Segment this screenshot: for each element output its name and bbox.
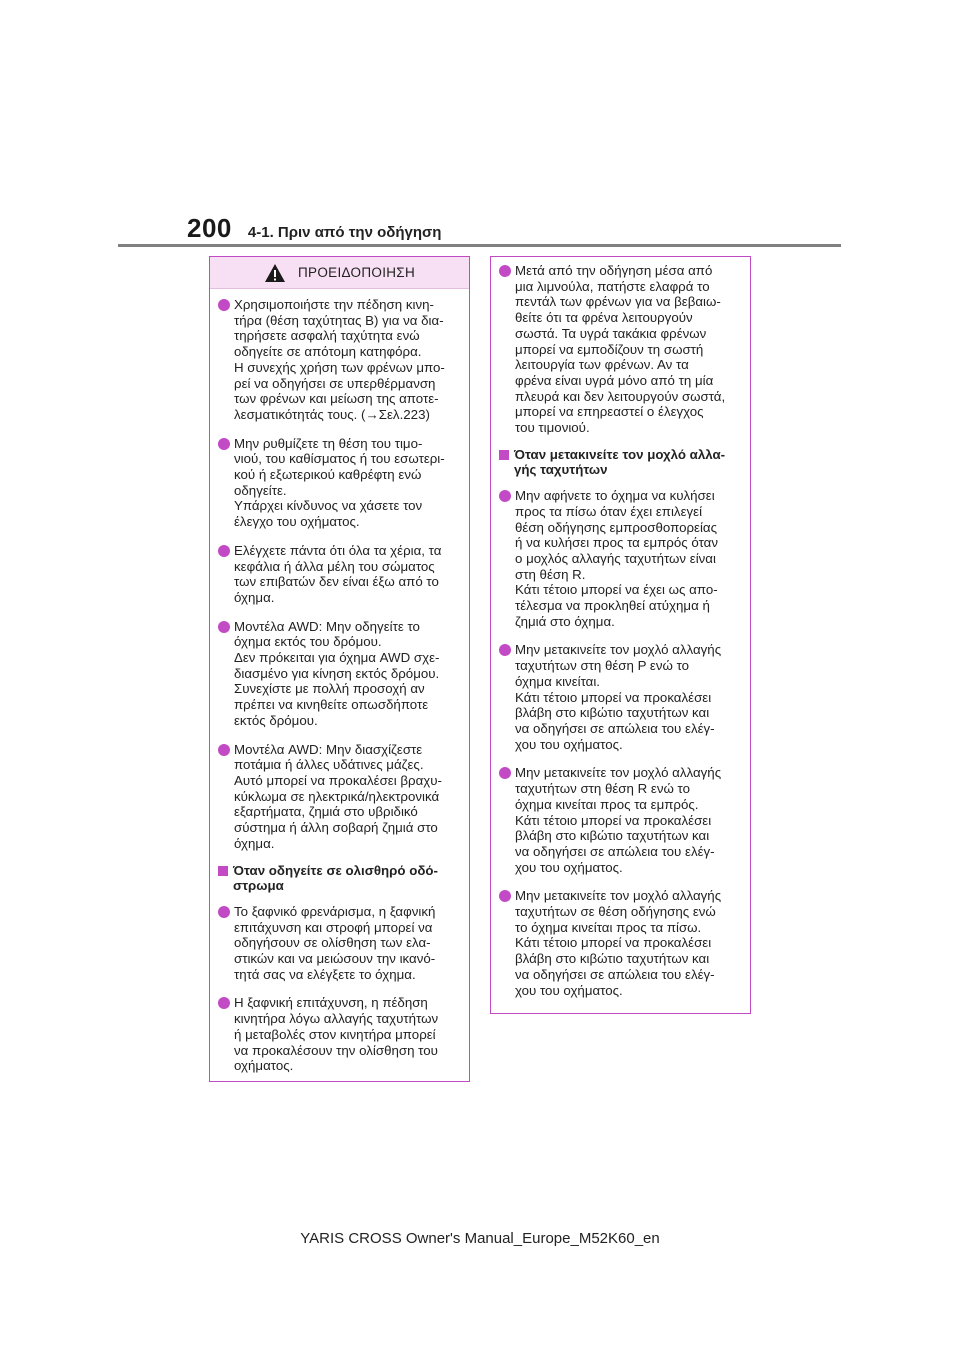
circle-bullet-icon: [218, 299, 230, 311]
item-text: Χρησιμοποιήστε την πέδηση κινη- τήρα (θέση ταχύτητας B) για να δια- τηρήσετε ασφαλή ταχύτητα ενώ οδηγείτε σε απότομη κατηφόρα. Η συνεχής χρήση των φρένων μπο- ρεί να οδηγήσει σε υπερθέρμανση των φρένων και μείωση της αποτε- λεσματικότητάς τους. (→Σελ.223): [234, 297, 445, 422]
list-item: [218, 742, 459, 852]
item-text: Μοντέλα AWD: Μην διασχίζεστε ποτάμια ή άλλες υδάτινες μάζες. Αυτό μπορεί να προκαλέσει βραχυ- κύκλωμα σε ηλεκτρικά/ηλεκτρονικά εξαρτήματα, ζημιά στο υβριδικό σύστημα ή άλλη σοβαρή ζημιά στο όχημα.: [234, 741, 442, 851]
list-item: [499, 765, 740, 875]
circle-bullet-icon: [218, 906, 230, 918]
subheading-text: Όταν οδηγείτε σε ολισθηρό οδό- στρωμα: [233, 862, 438, 894]
page-header: [187, 213, 441, 245]
list-item: [499, 888, 740, 998]
circle-bullet-icon: [218, 744, 230, 756]
circle-bullet-icon: [218, 545, 230, 557]
warning-box: [209, 256, 470, 1082]
item-text: Ελέγχετε πάντα ότι όλα τα χέρια, τα κεφάλια ή άλλα μέλη του σώματος των επιβατών δεν είναι έξω από το όχημα.: [234, 542, 442, 605]
subheading: [499, 447, 740, 478]
list-item: [218, 904, 459, 983]
list-item: [218, 297, 459, 423]
list-item: [499, 488, 740, 629]
item-text: Η ξαφνική επιτάχυνση, η πέδηση κινητήρα λόγω αλλαγής ταχυτήτων ή μεταβολές στον κινητήρα μπορεί να προκαλέσουν την ολίσθηση του οχήματος.: [234, 995, 439, 1074]
circle-bullet-icon: [218, 997, 230, 1009]
page-footer: YARIS CROSS Owner's Manual_Europe_M52K60_en: [300, 1230, 660, 1247]
item-text: Μην μετακινείτε τον μοχλό αλλαγής ταχυτήτων σε θέση οδήγησης ενώ το όχημα κινείται προς τα πίσω. Κάτι τέτοιο μπορεί να προκαλέσει βλάβη στο κιβώτιο ταχυτήτων και να οδηγήσει σε απώλεια του ελέγ- χου του οχήματος.: [515, 888, 722, 998]
subheading: [218, 863, 459, 894]
square-bullet-icon: [218, 866, 228, 876]
item-text: Μοντέλα AWD: Μην οδηγείτε το όχημα εκτός του δρόμου. Δεν πρόκειται για όχημα AWD σχε- διασμένο για κίνηση εκτός δρόμου. Συνεχίστε με πολλή προσοχή αν πρέπει να κινηθείτε οπωσδήποτε εκτός δρόμου.: [234, 618, 440, 728]
list-item: [218, 619, 459, 729]
circle-bullet-icon: [499, 490, 511, 502]
item-text: Το ξαφνικό φρενάρισμα, η ξαφνική επιτάχυνση και στροφή μπορεί να οδηγήσουν σε ολίσθηση των ελα- στικών και να μειώσουν την ικανό- τητά σας να ελέγξετε το όχημα.: [234, 903, 436, 982]
list-item: [218, 543, 459, 606]
item-text: Μην μετακινείτε τον μοχλό αλλαγής ταχυτήτων στη θέση P ενώ το όχημα κινείται. Κάτι τέτοιο μπορεί να προκαλέσει βλάβη στο κιβώτιο ταχυτήτων και να οδηγήσει σε απώλεια του ελέγ- χου του οχήματος.: [515, 642, 722, 752]
circle-bullet-icon: [499, 890, 511, 902]
warning-box-continued: [490, 256, 751, 1014]
circle-bullet-icon: [218, 621, 230, 633]
item-text: Μην ρυθμίζετε τη θέση του τιμο- νιού, του καθίσματος ή του εσωτερι- κού ή εξωτερικού καθρέφτη ενώ οδηγείτε. Υπάρχει κίνδυνος να χάσετε τον έλεγχο του οχήματος.: [234, 435, 445, 530]
list-item: [499, 642, 740, 752]
item-text: Μην αφήνετε το όχημα να κυλήσει προς τα πίσω όταν έχει επιλεγεί θέση οδήγησης εμπροσθοπορείας ή να κυλήσει προς τα εμπρός όταν ο μοχλός αλλαγής ταχυτήτων είναι στη θέση R. Κάτι τέτοιο μπορεί να έχει ως απο- τέλεσμα να προκληθεί ατύχημα ή ζημιά στο όχημα.: [515, 488, 718, 629]
warning-content-right: [491, 257, 750, 998]
page-number: 200: [187, 213, 232, 243]
list-item: [499, 263, 740, 436]
item-text: Μετά από την οδήγηση μέσα από μια λιμνούλα, πατήστε ελαφρά το πεντάλ των φρένων για να βεβαιω- θείτε ότι τα φρένα λειτουργούν σωστά. Τα υγρά τακάκια φρένων μπορεί να εμποδίζουν τη σωστή λειτουργία των φρένων. Αν τα φρένα είναι υγρά μόνο από τη μία πλευρά και δεν λειτουργούν σωστά, μπορεί να επηρεαστεί ο έλεγχος του τιμονιού.: [515, 263, 726, 436]
circle-bullet-icon: [499, 644, 511, 656]
circle-bullet-icon: [218, 438, 230, 450]
circle-bullet-icon: [499, 767, 511, 779]
warning-content-left: [210, 289, 469, 1074]
section-title: 4-1. Πριν από την οδήγηση: [247, 224, 442, 241]
list-item: [218, 995, 459, 1074]
warning-triangle-icon: [264, 263, 286, 283]
subheading-text: Όταν μετακινείτε τον μοχλό αλλα- γής ταχυτήτων: [514, 446, 726, 478]
warning-header: [210, 257, 469, 289]
item-text: Μην μετακινείτε τον μοχλό αλλαγής ταχυτήτων στη θέση R ενώ το όχημα κινείται προς τα εμπρός. Κάτι τέτοιο μπορεί να προκαλέσει βλάβη στο κιβώτιο ταχυτήτων και να οδηγήσει σε απώλεια του ελέγ- χου του οχήματος.: [515, 765, 722, 875]
circle-bullet-icon: [499, 265, 511, 277]
list-item: [218, 436, 459, 530]
warning-title: ΠΡΟΕΙΔΟΠΟΙΗΣΗ: [298, 265, 415, 280]
square-bullet-icon: [499, 450, 509, 460]
header-rule: [118, 244, 841, 247]
